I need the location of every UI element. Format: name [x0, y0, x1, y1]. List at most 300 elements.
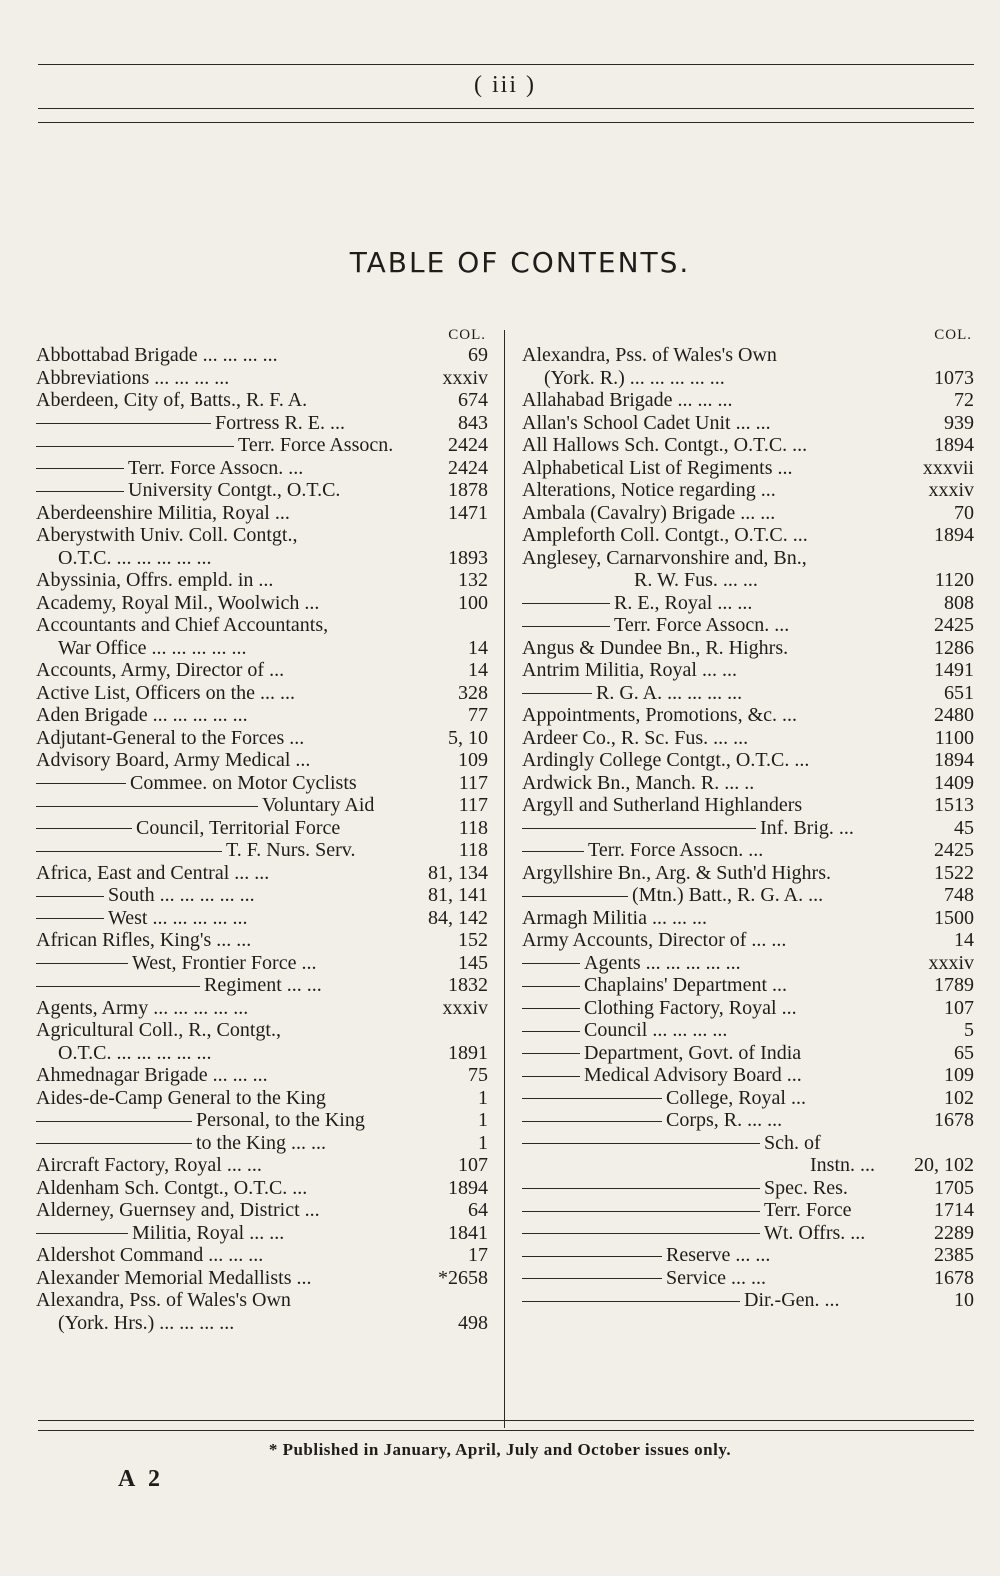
entry-column-number: xxxiv [442, 996, 488, 1019]
entry-column-number: xxxvii [922, 456, 974, 479]
entry-text: Inf. Brig. ... [760, 816, 854, 839]
entry-text: Appointments, Promotions, &c. ... [522, 704, 797, 726]
entry-text: West, Frontier Force ... [132, 951, 317, 974]
toc-entry [522, 952, 974, 975]
entry-text: Reserve ... ... [666, 1244, 771, 1266]
toc-entry [36, 1042, 488, 1065]
entry-label [522, 1199, 928, 1222]
entry-label [522, 794, 928, 817]
toc-entry [36, 1244, 488, 1267]
entry-label [522, 772, 928, 795]
toc-entry [36, 1222, 488, 1245]
toc-entry [522, 614, 974, 637]
toc-entry [522, 1154, 974, 1177]
toc-entry [36, 749, 488, 772]
toc-entry [522, 547, 974, 570]
toc-entry [522, 412, 974, 435]
entry-text: R. E., Royal ... ... [614, 591, 753, 614]
entry-label [522, 952, 922, 975]
entry-text: Antrim Militia, Royal ... ... [522, 659, 737, 681]
page-title: TABLE OF CONTENTS. [349, 246, 691, 279]
toc-entry [522, 502, 974, 525]
toc-entry [36, 1154, 488, 1177]
entry-column-number: 1714 [934, 1199, 974, 1221]
toc-entry [522, 457, 974, 480]
entry-label [522, 1109, 928, 1132]
entry-text: Terr. Force Assocn. ... [614, 614, 790, 636]
toc-entry [522, 974, 974, 997]
entry-text: Service ... ... [666, 1266, 766, 1289]
toc-entry [522, 389, 974, 412]
ditto-dash [36, 423, 211, 424]
toc-entry [522, 907, 974, 930]
entry-text: All Hallows Sch. Contgt., O.T.C. ... [522, 434, 808, 456]
ditto-dash [522, 986, 580, 987]
entry-text: Alexandra, Pss. of Wales's Own [36, 1289, 291, 1311]
entry-label [36, 502, 442, 525]
toc-entry [36, 569, 488, 592]
toc-entry [36, 637, 488, 660]
toc-entry [522, 749, 974, 772]
ditto-dash [36, 1121, 192, 1122]
entry-text: Ardwick Bn., Manch. R. ... .. [522, 771, 755, 794]
toc-entry [36, 457, 488, 480]
entry-label [522, 1042, 948, 1065]
entry-text: (Mtn.) Batt., R. G. A. ... [632, 884, 824, 906]
ditto-dash [522, 896, 628, 897]
toc-entry [36, 884, 488, 907]
entry-text: Aircraft Factory, Royal ... ... [36, 1154, 262, 1176]
entry-label [522, 884, 938, 907]
entry-text: Corps, R. ... ... [666, 1109, 783, 1131]
entry-label [522, 524, 928, 547]
toc-entry [522, 727, 974, 750]
entry-column-number: 1500 [934, 906, 974, 929]
entry-column-number: 20, 102 [914, 1154, 974, 1176]
ditto-dash [36, 1143, 192, 1144]
entry-text: O.T.C. ... ... ... ... ... [58, 1041, 212, 1064]
entry-text: Medical Advisory Board ... [584, 1064, 802, 1086]
entry-label [36, 907, 422, 930]
entry-label [36, 749, 452, 772]
entry-column-number: 2289 [934, 1221, 974, 1244]
toc-entry [522, 637, 974, 660]
entry-label [522, 704, 928, 727]
toc-entry [36, 1312, 488, 1335]
entry-text: Army Accounts, Director of ... ... [522, 929, 787, 951]
entry-label [522, 389, 948, 412]
toc-entry [36, 907, 488, 930]
toc-entry [522, 997, 974, 1020]
entry-column-number: 84, 142 [428, 906, 488, 929]
entry-label [36, 997, 436, 1020]
entry-column-number: xxxiv [442, 366, 488, 389]
entry-label [522, 479, 922, 502]
entry-column-number: 939 [944, 411, 974, 434]
ditto-dash [522, 1256, 662, 1257]
entry-text: Accountants and Chief Accountants, [36, 614, 329, 636]
toc-entry [522, 1289, 974, 1312]
entry-column-number: 118 [458, 839, 488, 861]
entry-column-number: 328 [458, 681, 488, 704]
toc-entry [36, 929, 488, 952]
entry-label [36, 389, 452, 412]
entry-label [522, 457, 917, 480]
entry-label [522, 839, 928, 862]
toc-entry [522, 1177, 974, 1200]
entry-label [36, 952, 452, 975]
toc-entry [36, 547, 488, 570]
entry-label [522, 1289, 948, 1312]
entry-text: Department, Govt. of India [584, 1041, 802, 1064]
ditto-dash [522, 1233, 760, 1234]
entry-column-number: 81, 141 [428, 884, 488, 906]
entry-column-number: 81, 134 [428, 861, 488, 884]
entry-column-number: 107 [458, 1154, 488, 1176]
ditto-dash [522, 693, 592, 694]
entry-label [522, 547, 968, 570]
entry-text: Sch. of [764, 1131, 821, 1154]
entry-label [36, 884, 422, 907]
entry-column-number: 2480 [934, 704, 974, 726]
entry-text: Alterations, Notice regarding ... [522, 479, 776, 501]
entry-label [522, 1244, 928, 1267]
page-number: ( iii ) [474, 72, 536, 98]
entry-text: Academy, Royal Mil., Woolwich ... [36, 591, 320, 614]
entry-label [36, 457, 442, 480]
toc-entry [522, 659, 974, 682]
entry-text: Instn. ... [810, 1154, 875, 1176]
entry-text: Abbreviations ... ... ... ... [36, 366, 230, 389]
entry-label [36, 592, 452, 615]
entry-column-number: 674 [458, 389, 488, 411]
entry-column-number: 102 [944, 1086, 974, 1109]
toc-entry [36, 997, 488, 1020]
entry-column-number: 64 [468, 1199, 488, 1221]
entry-column-number: 1705 [934, 1176, 974, 1199]
toc-entry [36, 502, 488, 525]
entry-text: Fortress R. E. ... [215, 411, 345, 434]
toc-entry [522, 1042, 974, 1065]
entry-column-number: 498 [458, 1311, 488, 1334]
entry-text: Aberystwith Univ. Coll. Contgt., [36, 524, 298, 546]
toc-entry [522, 862, 974, 885]
entry-column-number: 1678 [934, 1109, 974, 1131]
entry-text: Spec. Res. [764, 1176, 848, 1199]
ditto-dash [36, 491, 124, 492]
entry-text: (York. Hrs.) ... ... ... ... [58, 1311, 235, 1334]
entry-column-number: 5 [964, 1019, 974, 1041]
signature-mark: A 2 [118, 1466, 165, 1492]
entry-label [36, 1087, 472, 1110]
toc-entry [36, 682, 488, 705]
entry-label [522, 1132, 968, 1155]
toc-entry [36, 1289, 488, 1312]
entry-text: Personal, to the King [196, 1109, 365, 1131]
entry-text: T. F. Nurs. Serv. [226, 839, 356, 861]
entry-text: Aides-de-Camp General to the King [36, 1086, 326, 1109]
toc-entry [522, 434, 974, 457]
entry-text: Voluntary Aid [262, 794, 375, 816]
entry-text: Chaplains' Department ... [584, 974, 787, 996]
ditto-dash [36, 446, 234, 447]
entry-text: Aberdeen, City of, Batts., R. F. A. [36, 389, 308, 411]
ditto-dash [36, 783, 126, 784]
toc-entry [522, 569, 974, 592]
ditto-dash [522, 1143, 760, 1144]
entry-column-number: xxxiv [928, 479, 974, 501]
toc-entry [36, 1064, 488, 1087]
ditto-dash [522, 1076, 580, 1077]
toc-entry [522, 704, 974, 727]
entry-label [36, 772, 453, 795]
ditto-dash [522, 1053, 580, 1054]
toc-entry [36, 1087, 488, 1110]
entry-column-number: 1409 [934, 771, 974, 794]
entry-label [36, 817, 453, 840]
toc-entry [522, 1109, 974, 1132]
entry-column-number: 10 [954, 1289, 974, 1311]
entry-text: Commee. on Motor Cyclists [130, 771, 357, 794]
entry-column-number: 651 [944, 681, 974, 704]
toc-entry [36, 952, 488, 975]
toc-entry [522, 1087, 974, 1110]
entry-label [36, 1177, 442, 1200]
ditto-dash [36, 828, 132, 829]
toc-entry [36, 344, 488, 367]
entry-label [36, 704, 462, 727]
toc-entry [522, 884, 974, 907]
entry-text: Aden Brigade ... ... ... ... ... [36, 704, 248, 726]
entry-text: Aldershot Command ... ... ... [36, 1244, 264, 1266]
entry-column-number: 69 [468, 344, 488, 366]
entry-column-number: 77 [468, 704, 488, 726]
toc-entry [36, 1177, 488, 1200]
top-rule-3 [38, 122, 974, 123]
entry-text: Alderney, Guernsey and, District ... [36, 1199, 320, 1221]
toc-entry [522, 1244, 974, 1267]
ditto-dash [36, 963, 128, 964]
entry-label [522, 682, 938, 705]
toc-entry [36, 1109, 488, 1132]
toc-entry [36, 1132, 488, 1155]
entry-text: Agents ... ... ... ... ... [584, 951, 741, 974]
entry-column-number: 132 [458, 569, 488, 591]
entry-column-number: 2425 [934, 614, 974, 636]
ditto-dash [522, 828, 756, 829]
entry-label [522, 929, 948, 952]
entry-column-number: 109 [944, 1064, 974, 1086]
entry-column-number: 14 [954, 929, 974, 951]
entry-column-number: 1491 [934, 659, 974, 681]
entry-column-number: 1286 [934, 636, 974, 659]
toc-entry [36, 659, 488, 682]
entry-text: Militia, Royal ... ... [132, 1221, 285, 1244]
entry-text: Active List, Officers on the ... ... [36, 681, 296, 704]
entry-label [36, 794, 453, 817]
entry-label [36, 862, 422, 885]
entry-column-number: 75 [468, 1064, 488, 1086]
entry-column-number: 1073 [934, 366, 974, 389]
column-divider [504, 330, 505, 1428]
toc-entry [522, 1222, 974, 1245]
toc-entry [522, 592, 974, 615]
toc-entry [522, 817, 974, 840]
toc-entry [522, 1064, 974, 1087]
toc-entry [36, 817, 488, 840]
entry-text: Argyll and Sutherland Highlanders [522, 794, 803, 816]
entry-column-number: *2658 [438, 1266, 488, 1289]
entry-label [522, 592, 938, 615]
entry-label [36, 1244, 462, 1267]
toc-entry [522, 772, 974, 795]
entry-column-number: 100 [458, 591, 488, 614]
entry-label [36, 1064, 462, 1087]
entry-column-number: 70 [954, 501, 974, 524]
ditto-dash [36, 918, 104, 919]
ditto-dash [522, 626, 610, 627]
entry-text: Africa, East and Central ... ... [36, 861, 270, 884]
entry-text: Allan's School Cadet Unit ... ... [522, 411, 771, 434]
top-rule-2 [38, 108, 974, 109]
entry-column-number: 117 [458, 771, 488, 794]
entry-column-number: 1894 [934, 434, 974, 456]
entry-text: Council ... ... ... ... [584, 1019, 728, 1041]
entry-column-number: 1 [478, 1086, 488, 1109]
entry-label [522, 1177, 928, 1200]
entry-label [36, 1019, 482, 1042]
right-entry-list [522, 344, 974, 1312]
entry-label [522, 907, 928, 930]
entry-column-number: 2424 [448, 434, 488, 456]
entry-column-number: 14 [468, 636, 488, 659]
entry-column-number: 1 [478, 1131, 488, 1154]
entry-label [522, 434, 928, 457]
entry-column-number: 107 [944, 996, 974, 1019]
ditto-dash [522, 1211, 760, 1212]
entry-column-number: 65 [954, 1041, 974, 1064]
entry-column-number: 45 [954, 816, 974, 839]
entry-text: Adjutant-General to the Forces ... [36, 726, 305, 749]
entry-label [36, 1267, 432, 1290]
entry-column-number: 1513 [934, 794, 974, 816]
toc-entry [36, 1019, 488, 1042]
entry-label [36, 614, 482, 637]
top-rule-1 [38, 64, 974, 65]
toc-entry [522, 839, 974, 862]
toc-entry [36, 614, 488, 637]
entry-label [522, 569, 929, 592]
entry-column-number: 5, 10 [448, 726, 488, 749]
toc-entry [36, 434, 488, 457]
footnote: * Published in January, April, July and October issues only. [268, 1440, 732, 1459]
toc-entry [36, 367, 488, 390]
entry-text: African Rifles, King's ... ... [36, 929, 252, 951]
entry-text: Advisory Board, Army Medical ... [36, 749, 311, 771]
entry-text: Dir.-Gen. ... [744, 1289, 840, 1311]
entry-label [522, 412, 938, 435]
entry-text: Agricultural Coll., R., Contgt., [36, 1019, 281, 1041]
entry-label [36, 1042, 442, 1065]
entry-label [36, 929, 452, 952]
entry-column-number: 145 [458, 951, 488, 974]
toc-entry [36, 727, 488, 750]
col-heading-left: COL. [448, 327, 486, 343]
entry-text: Agents, Army ... ... ... ... ... [36, 996, 249, 1019]
entry-column-number: 1894 [934, 524, 974, 546]
entry-column-number: 17 [468, 1244, 488, 1266]
entry-label [522, 1019, 958, 1042]
entry-column-number: xxxiv [928, 951, 974, 974]
ditto-dash [522, 603, 610, 604]
entry-label [522, 727, 929, 750]
entry-column-number: 2425 [934, 839, 974, 861]
entry-column-number: 1891 [448, 1041, 488, 1064]
col-heading-right: COL. [934, 327, 972, 343]
entry-column-number: 118 [458, 816, 488, 839]
toc-entry [36, 412, 488, 435]
entry-text: Accounts, Army, Director of ... [36, 659, 285, 681]
toc-entry [36, 772, 488, 795]
entry-column-number: 1894 [448, 1176, 488, 1199]
entry-column-number: 1894 [934, 749, 974, 771]
entry-label [36, 1222, 442, 1245]
entry-column-number: 808 [944, 591, 974, 614]
toc-entry [522, 794, 974, 817]
entry-text: Ampleforth Coll. Contgt., O.T.C. ... [522, 524, 808, 546]
ditto-dash [522, 1098, 662, 1099]
entry-text: Regiment ... ... [204, 974, 322, 996]
toc-entry [522, 682, 974, 705]
toc-entry [36, 704, 488, 727]
entry-label [522, 817, 948, 840]
entry-text: Clothing Factory, Royal ... [584, 996, 797, 1019]
entry-label [36, 659, 462, 682]
toc-entry [36, 479, 488, 502]
ditto-dash [522, 851, 584, 852]
entry-column-number: 1678 [934, 1266, 974, 1289]
entry-text: Allahabad Brigade ... ... ... [522, 389, 733, 411]
entry-label [522, 367, 928, 390]
entry-text: Alexander Memorial Medallists ... [36, 1266, 312, 1289]
entry-label [522, 637, 928, 660]
entry-text: R. G. A. ... ... ... ... [596, 681, 743, 704]
entry-text: War Office ... ... ... ... ... [58, 636, 247, 659]
entry-label [36, 547, 442, 570]
entry-label [36, 682, 452, 705]
entry-column-number: 748 [944, 884, 974, 906]
entry-text: College, Royal ... [666, 1086, 806, 1109]
ditto-dash [522, 1008, 580, 1009]
entry-text: O.T.C. ... ... ... ... ... [58, 546, 212, 569]
entry-column-number: 117 [458, 794, 488, 816]
entry-column-number: 1878 [448, 479, 488, 501]
ditto-dash [522, 1278, 662, 1279]
entry-label [36, 1199, 462, 1222]
entry-column-number: 72 [954, 389, 974, 411]
entry-column-number: 1893 [448, 546, 488, 569]
entry-text: Council, Territorial Force [136, 816, 341, 839]
entry-text: Terr. Force Assocn. [238, 434, 394, 456]
entry-column-number: 109 [458, 749, 488, 771]
entry-text: Ahmednagar Brigade ... ... ... [36, 1064, 268, 1086]
entry-label [36, 344, 462, 367]
entry-label [36, 412, 452, 435]
bottom-rule-2 [38, 1430, 974, 1431]
entry-column-number: 1832 [448, 974, 488, 996]
entry-label [522, 344, 968, 367]
ditto-dash [522, 1031, 580, 1032]
